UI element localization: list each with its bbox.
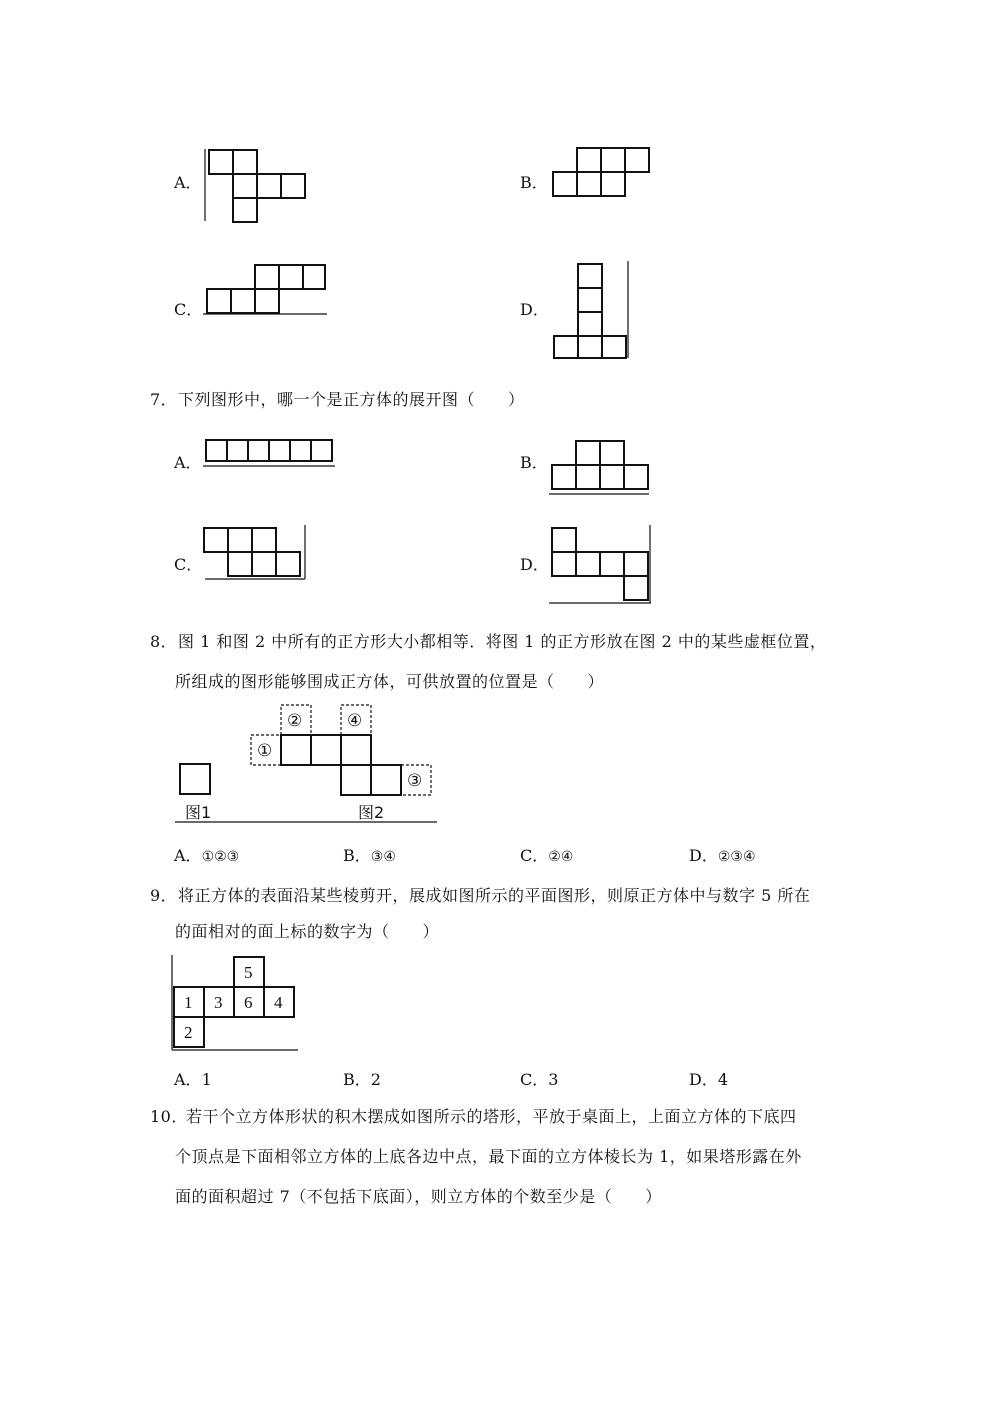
q9-text-line2: 的面相对的面上标的数字为（ ） [175, 922, 440, 941]
q7-option-d-label[interactable]: D． [520, 555, 549, 574]
q8-option-b-value: ③④ [370, 849, 396, 865]
q9-option-b-label: B． [343, 1070, 371, 1089]
q8-mark-1: ① [257, 741, 273, 761]
q8-option-b-label: B． [343, 846, 371, 865]
q9-option-c[interactable] [520, 1070, 558, 1090]
q8-option-c-value: ②④ [548, 849, 574, 865]
q8-option-d-label: D． [689, 846, 718, 865]
q8-option-c[interactable] [520, 846, 573, 867]
q7-option-d-figure [549, 525, 654, 607]
q8-fig1-label: 图1 [185, 803, 212, 822]
q6-option-d-label[interactable]: D． [520, 300, 549, 319]
q9-option-d[interactable] [689, 1070, 728, 1090]
q7-text: 下列图形中，哪一个是正方体的展开图（ ） [178, 390, 525, 409]
q8-option-a-label: A． [174, 846, 202, 865]
q6-option-b-label[interactable]: B． [520, 173, 548, 192]
q7-number: 7． [150, 390, 178, 409]
q8-mark-3: ③ [407, 771, 423, 791]
q7-option-c-figure [203, 525, 308, 582]
q9-option-b-value: 2 [370, 1070, 381, 1089]
q9-figure [172, 955, 302, 1055]
q9-option-a-label: A． [174, 1070, 202, 1089]
q9-text-line1: 将正方体的表面沿某些棱剪开，展成如图所示的平面图形，则原正方体中与数字 5 所在 [178, 886, 811, 905]
q9-option-d-value: 4 [717, 1070, 729, 1089]
q8-figure [175, 702, 440, 827]
q8-mark-4: ④ [347, 711, 363, 731]
q6-option-c-figure [203, 263, 328, 318]
q9-option-b[interactable] [343, 1070, 381, 1090]
q8-option-a-value: ①②③ [201, 849, 240, 865]
q9-cell-3: 3 [214, 993, 223, 1012]
q6-option-c-label[interactable]: C． [174, 300, 203, 319]
q9-cell-4: 4 [274, 993, 283, 1012]
q7-option-a-label[interactable]: A． [174, 453, 202, 472]
q10-text-line3: 面的面积超过 7（不包括下底面），则立方体的个数至少是（ ） [175, 1187, 662, 1206]
q8-option-b[interactable] [343, 846, 396, 867]
q9-option-a[interactable] [174, 1070, 212, 1090]
q9-option-c-label: C． [520, 1070, 549, 1089]
q8-mark-2: ② [287, 711, 303, 731]
q9-cell-6: 6 [244, 993, 253, 1012]
q8-fig2-label: 图2 [358, 803, 385, 822]
q9-number: 9． [150, 886, 178, 905]
q7-option-c-label[interactable]: C． [174, 555, 203, 574]
q6-option-a-label[interactable]: A． [174, 173, 202, 192]
q7-option-a-figure [203, 437, 338, 469]
q8-option-d-value: ②③④ [717, 849, 756, 865]
q8-option-d[interactable] [689, 846, 756, 867]
q9-cell-1: 1 [184, 993, 193, 1012]
q8-fig1-square [180, 764, 210, 794]
q9-option-c-value: 3 [548, 1070, 559, 1089]
q10-number: 10． [150, 1107, 188, 1126]
q9-cell-5: 5 [244, 963, 253, 982]
q8-text-line1: 图 1 和图 2 中所有的正方形大小都相等．将图 1 的正方形放在图 2 中的某些虚框位置， [178, 632, 827, 651]
q8-number: 8． [150, 632, 178, 651]
q10-text-line2: 个顶点是下面相邻立方体的上底各边中点，最下面的立方体棱长为 1，如果塔形露在外 [175, 1147, 802, 1166]
q7-option-b-label[interactable]: B． [520, 453, 548, 472]
q9-option-d-label: D． [689, 1070, 718, 1089]
q8-option-a[interactable] [174, 846, 239, 867]
q9-option-a-value: 1 [201, 1070, 212, 1089]
q6-option-d-figure [553, 261, 633, 361]
q10-text-line1: 若干个立方体形状的积木摆成如图所示的塔形，平放于桌面上，上面立方体的下底四 [186, 1107, 797, 1126]
q8-text-line2: 所组成的图形能够围成正方体，可供放置的位置是（ ） [175, 672, 605, 691]
q9-cell-2: 2 [184, 1023, 193, 1042]
q6-option-b-figure [552, 147, 652, 202]
q8-option-c-label: C． [520, 846, 549, 865]
q6-option-a-figure [205, 149, 315, 224]
q7-option-b-figure [549, 439, 651, 497]
